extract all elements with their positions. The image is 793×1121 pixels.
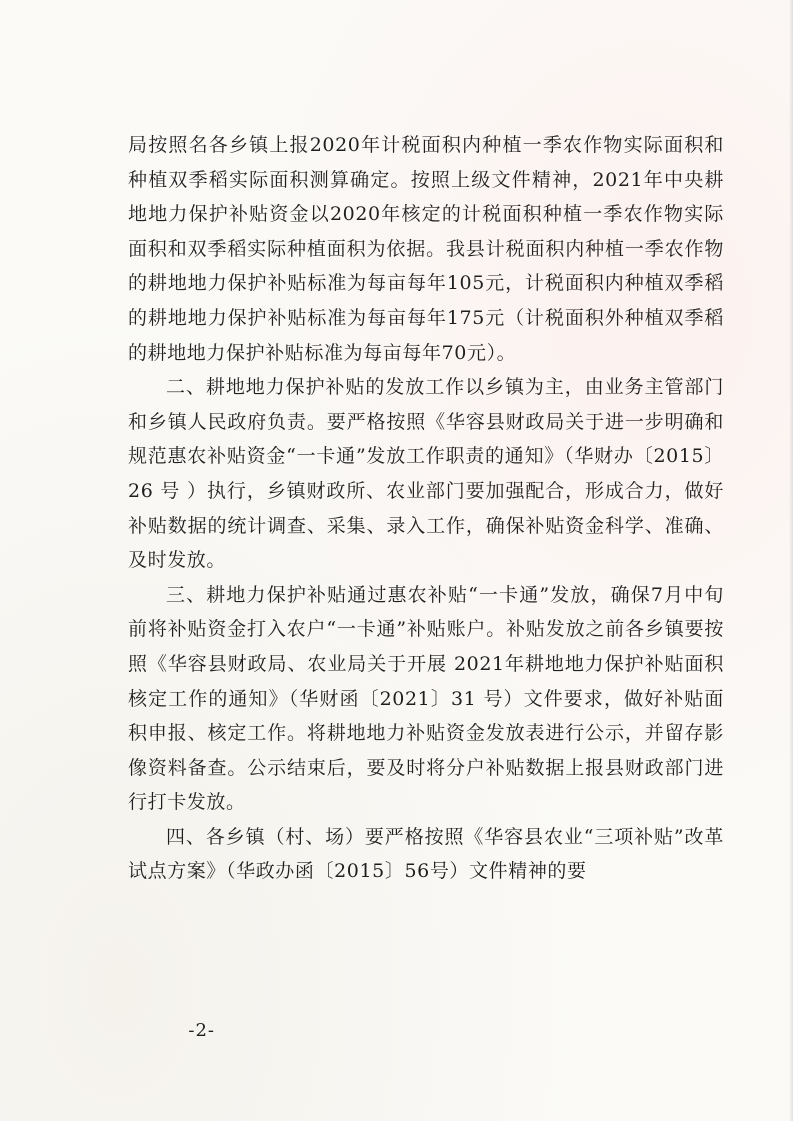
paragraph-continuation: 局按照名各乡镇上报2020年计税面积内种植一季农作物实际面积和种植双季稻实际面积测算确定。按照上级文件精神，2021年中央耕地地力保护补贴资金以2020年核定的计税面积种植一季农作物实际面积和双季稻实际种植面积为依据。我县计税面积内种植一季农作物的耕地地力保护补贴标准为每亩每年105元，计税面积内种植双季稻的耕地地力保护补贴标准为每亩每年175元（计税面积外种植双季稻的耕地地力保护补贴标准为每亩每年70元）。 (128, 134, 724, 364)
scan-edge-shadow (789, 0, 793, 1121)
paragraph-item-3: 三、耕地力保护补贴通过惠农补贴“一卡通”发放，确保7月中旬前将补贴资金打入农户“一卡通”补贴账户。补贴发放之前各乡镇要按照《华容县财政局、农业局关于开展 2021年耕地地力保护补贴面积核定工作的通知》（华财函〔2021〕31 号）文件要求，做好补贴面积申报、核定工作。将耕地地力补贴资金发放表进行公示，并留存影像资料备查。公示结束后，要及时将分户补贴数据上报县财政部门进行打卡发放。 (128, 583, 724, 814)
paragraph-item-2: 二、耕地地力保护补贴的发放工作以乡镇为主，由业务主管部门和乡镇人民政府负责。要严格按照《华容县财政局关于进一步明确和规范惠农补贴资金“一卡通”发放工作职责的通知》（华财办〔2015〕26 号 ）执行，乡镇财政所、农业部门要加强配合，形成合力，做好补贴数据的统计调查、采集、录入工作，确保补贴资金科学、准确、及时发放。 (128, 376, 724, 572)
paragraph-item-4: 四、各乡镇（村、场）要严格按照《华容县农业“三项补贴”改革试点方案》（华政办函〔2015〕56号）文件精神的要 (128, 825, 724, 883)
document-body (128, 128, 724, 889)
page-number: -2- (188, 1020, 215, 1041)
